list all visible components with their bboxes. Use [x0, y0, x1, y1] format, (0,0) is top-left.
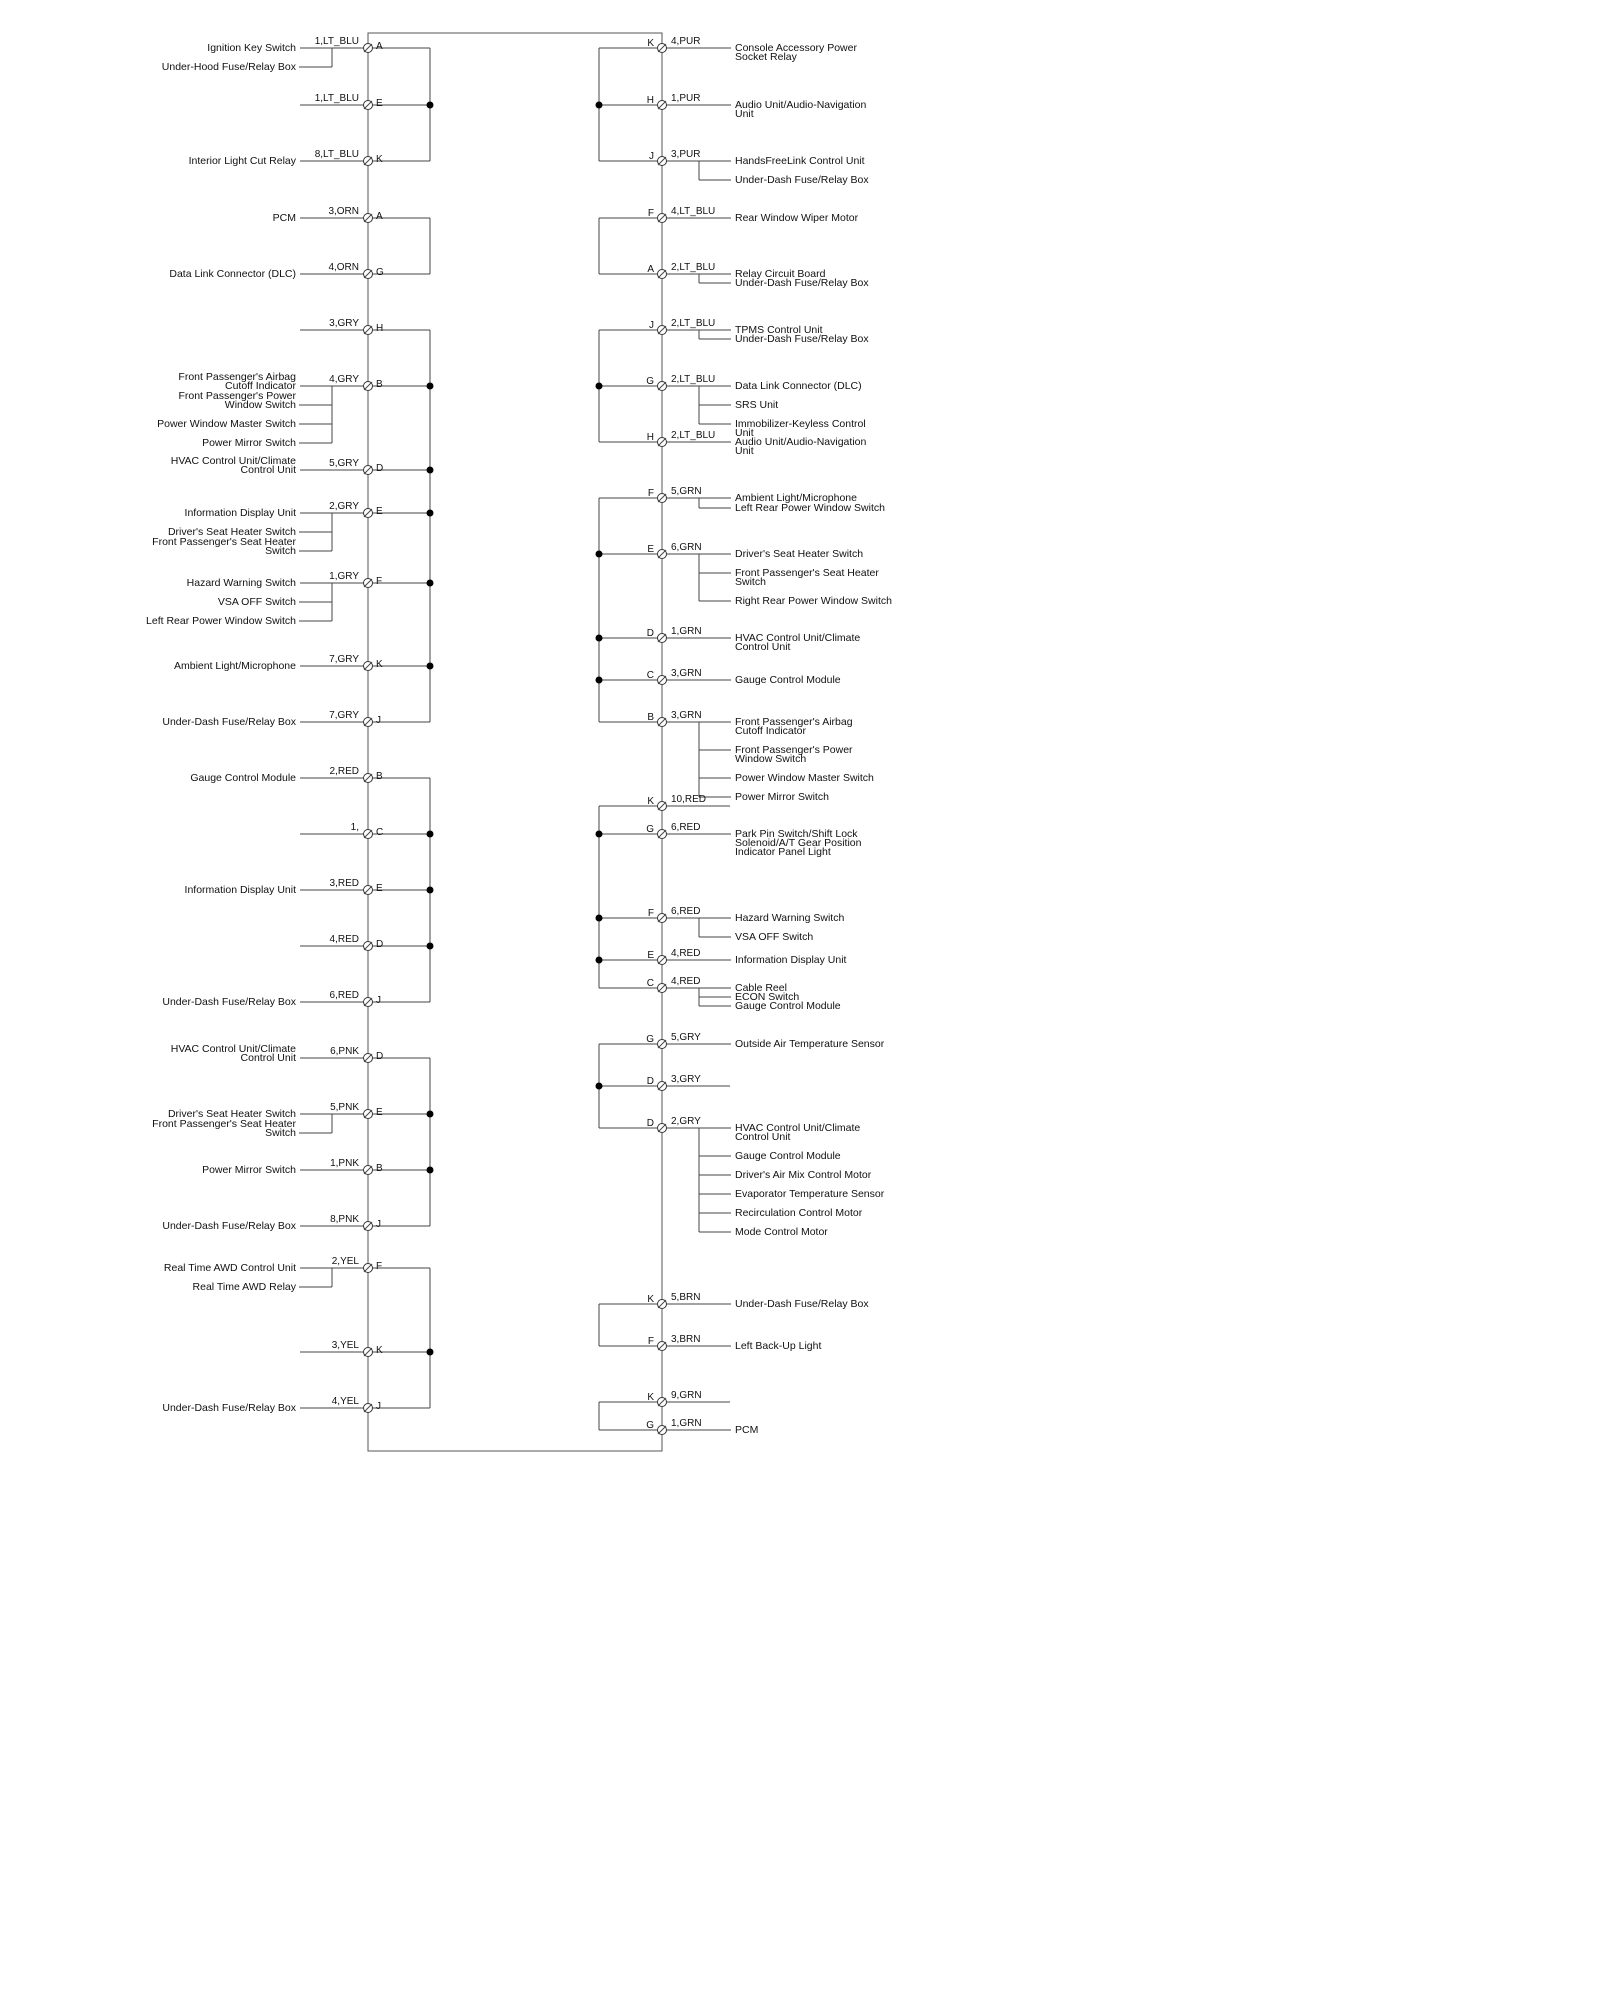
- device-label-line: Cutoff Indicator: [735, 725, 807, 737]
- wire-code: 9,GRN: [671, 1390, 702, 1401]
- device-label-line: Real Time AWD Control Unit: [163, 1262, 296, 1274]
- pin-letter: J: [376, 715, 381, 726]
- device-label-line: PCM: [735, 1424, 759, 1436]
- pin-letter: F: [376, 576, 383, 587]
- wire-code: 3,RED: [329, 878, 359, 889]
- device-label-line: Under-Dash Fuse/Relay Box: [162, 1220, 296, 1232]
- wire-code: 1,PUR: [671, 93, 701, 104]
- device-label-line: Window Switch: [735, 753, 807, 765]
- device-label: [735, 1150, 841, 1162]
- wire-code: 1,: [350, 822, 359, 833]
- wire-code: 3,GRY: [671, 1074, 701, 1085]
- device-label: [735, 155, 865, 167]
- pin-letter: D: [376, 463, 384, 474]
- wire-code: 4,GRY: [329, 374, 359, 385]
- device-label-line: Rear Window Wiper Motor: [735, 212, 859, 224]
- right-group: [599, 206, 869, 289]
- device-label-line: Left Back-Up Light: [735, 1340, 822, 1352]
- wire-code: 10,RED: [671, 794, 707, 805]
- wire-code: 6,RED: [329, 990, 359, 1001]
- device-label-line: Under-Dash Fuse/Relay Box: [162, 716, 296, 728]
- pin-letter: H: [646, 95, 654, 106]
- device-label: [735, 567, 879, 588]
- device-label: [735, 1169, 872, 1181]
- device-label-line: Socket Relay: [735, 51, 797, 63]
- device-label-line: Data Link Connector (DLC): [169, 268, 296, 280]
- device-label-line: Solenoid/A/T Gear Position: [735, 837, 862, 849]
- wire-code: 1,GRN: [671, 626, 702, 637]
- pin-letter: G: [646, 1034, 654, 1045]
- wire-code: 5,BRN: [671, 1292, 701, 1303]
- pin-letter: K: [376, 154, 383, 165]
- device-label: [735, 212, 859, 224]
- splice-dot: [427, 663, 434, 670]
- pin-letter: K: [376, 659, 383, 670]
- device-label: [273, 212, 296, 224]
- pin-letter: E: [376, 506, 383, 517]
- pin-letter: A: [376, 211, 383, 222]
- left-group: [169, 206, 430, 280]
- wire-code: 1,PNK: [330, 1158, 359, 1169]
- device-label: [735, 548, 863, 560]
- wire-code: 3,ORN: [328, 206, 359, 217]
- device-label: [202, 1164, 296, 1176]
- device-label-line: ECON Switch: [735, 991, 800, 1003]
- wire-code: 3,PUR: [671, 149, 701, 160]
- splice-dot: [427, 467, 434, 474]
- pin-letter: K: [376, 1345, 383, 1356]
- pin-letter: K: [647, 796, 654, 807]
- wire-code: 2,LT_BLU: [671, 262, 716, 273]
- device-label-line: Audio Unit/Audio-Navigation: [735, 436, 867, 448]
- device-label-line: HVAC Control Unit/Climate: [170, 1043, 296, 1055]
- wire-code: 2,LT_BLU: [671, 430, 716, 441]
- wire-code: 6,RED: [671, 822, 701, 833]
- wire-code: 3,YEL: [331, 1340, 359, 1351]
- device-label-line: Window Switch: [224, 399, 296, 411]
- device-label-line: Power Mirror Switch: [735, 791, 829, 803]
- pin-letter: D: [376, 939, 384, 950]
- device-label-line: Power Window Master Switch: [157, 418, 296, 430]
- pin-letter: D: [646, 1076, 654, 1087]
- left-side-circuits: [146, 36, 433, 1414]
- right-group: [596, 318, 870, 457]
- wire-code: 1,LT_BLU: [314, 36, 359, 47]
- pin-letter: E: [376, 98, 383, 109]
- connector-frame: [368, 33, 662, 1451]
- right-group: [596, 794, 862, 1012]
- pin-letter: B: [376, 771, 383, 782]
- device-label: [735, 1000, 841, 1012]
- pin-letter: G: [646, 1420, 654, 1431]
- device-label-line: Driver's Seat Heater Switch: [735, 548, 864, 560]
- device-label: [735, 772, 874, 784]
- wire-code: 3,BRN: [671, 1334, 701, 1345]
- pin-letter: D: [376, 1051, 384, 1062]
- device-label-line: Audio Unit/Audio-Navigation: [735, 99, 867, 111]
- device-label-line: HVAC Control Unit/Climate: [735, 1122, 861, 1134]
- pin-letter: F: [647, 908, 654, 919]
- device-label: [735, 791, 829, 803]
- device-label-line: SRS Unit: [735, 399, 779, 411]
- device-label-line: Park Pin Switch/Shift Lock: [735, 828, 858, 840]
- device-label: [174, 660, 296, 672]
- device-label: [171, 455, 296, 476]
- device-label-line: Information Display Unit: [184, 507, 296, 519]
- wire-code: 4,ORN: [328, 262, 359, 273]
- pin-letter: J: [376, 1219, 381, 1230]
- pin-letter: C: [646, 978, 654, 989]
- splice-dot: [427, 1111, 434, 1118]
- splice-dot: [427, 383, 434, 390]
- wire-code: 3,GRN: [671, 710, 702, 721]
- wire-code: 8,PNK: [330, 1214, 359, 1225]
- device-label: [735, 954, 847, 966]
- device-label-line: Under-Dash Fuse/Relay Box: [735, 333, 869, 345]
- wire-code: 7,GRY: [329, 654, 359, 665]
- device-label-line: Switch: [265, 545, 296, 557]
- device-label: [735, 1298, 869, 1310]
- device-label-line: Information Display Unit: [184, 884, 296, 896]
- splice-dot: [427, 580, 434, 587]
- wire-code: 5,GRY: [671, 1032, 701, 1043]
- device-label: [202, 437, 296, 449]
- wire-code: 5,PNK: [330, 1102, 359, 1113]
- pin-letter: F: [376, 1261, 383, 1272]
- device-label-line: TPMS Control Unit: [735, 324, 823, 336]
- pin-letter: F: [647, 1336, 654, 1347]
- device-label-line: HandsFreeLink Control Unit: [735, 155, 865, 167]
- device-label-line: Recirculation Control Motor: [735, 1207, 863, 1219]
- right-group: [596, 1032, 885, 1238]
- wire-code: 2,GRY: [329, 501, 359, 512]
- device-label-line: Under-Dash Fuse/Relay Box: [162, 996, 296, 1008]
- pin-letter: A: [647, 264, 654, 275]
- wire-code: 5,GRN: [671, 486, 702, 497]
- device-label: [735, 1122, 860, 1143]
- device-label-line: Outside Air Temperature Sensor: [735, 1038, 885, 1050]
- device-label: [162, 716, 296, 728]
- splice-dot: [427, 831, 434, 838]
- splice-dot: [596, 635, 603, 642]
- device-label-line: Right Rear Power Window Switch: [735, 595, 892, 607]
- device-label: [157, 418, 296, 430]
- pin-letter: A: [376, 41, 383, 52]
- wire-code: 1,GRN: [671, 1418, 702, 1429]
- device-label-line: Mode Control Motor: [735, 1226, 828, 1238]
- device-label-line: Gauge Control Module: [735, 674, 841, 686]
- device-label-line: Hazard Warning Switch: [735, 912, 845, 924]
- splice-dot: [427, 943, 434, 950]
- right-group: [596, 36, 870, 186]
- wire-code: 6,PNK: [330, 1046, 359, 1057]
- device-label: [735, 380, 862, 392]
- pin-letter: H: [376, 323, 384, 334]
- pin-letter: C: [646, 670, 654, 681]
- device-label-line: Power Mirror Switch: [202, 437, 296, 449]
- device-label-line: Under-Dash Fuse/Relay Box: [735, 277, 869, 289]
- right-side-circuits: [596, 36, 893, 1436]
- device-label-line: Front Passenger's Power: [735, 744, 853, 756]
- device-label: [178, 390, 296, 411]
- device-label: [735, 277, 869, 289]
- device-label-line: Under-Dash Fuse/Relay Box: [735, 1298, 869, 1310]
- splice-dot: [596, 957, 603, 964]
- pin-letter: C: [376, 827, 384, 838]
- device-label: [189, 155, 297, 167]
- device-label: [735, 399, 778, 411]
- device-label: [735, 1424, 758, 1436]
- wire-code: 2,LT_BLU: [671, 318, 716, 329]
- wire-code: 1,GRY: [329, 571, 359, 582]
- device-label: [193, 1281, 297, 1293]
- device-label: [735, 716, 853, 737]
- device-label: [207, 42, 296, 54]
- device-label-line: Switch: [735, 576, 766, 588]
- device-label: [735, 1226, 828, 1238]
- device-label: [218, 596, 296, 608]
- pin-letter: E: [647, 950, 654, 961]
- device-label-line: Ignition Key Switch: [207, 42, 296, 54]
- splice-dot: [427, 1167, 434, 1174]
- wire-code: 6,GRN: [671, 542, 702, 553]
- wire-code: 7,GRY: [329, 710, 359, 721]
- device-label: [169, 268, 296, 280]
- device-label-line: Front Passenger's Seat Heater: [735, 567, 879, 579]
- device-label: [187, 577, 296, 589]
- device-label-line: Control Unit: [240, 464, 296, 476]
- splice-dot: [596, 102, 603, 109]
- device-label-line: Under-Hood Fuse/Relay Box: [161, 61, 296, 73]
- pin-letter: B: [376, 1163, 383, 1174]
- device-label: [146, 615, 296, 627]
- device-label-line: PCM: [272, 212, 296, 224]
- device-label: [162, 61, 297, 73]
- splice-dot: [427, 1349, 434, 1356]
- wire-code: 4,PUR: [671, 36, 701, 47]
- device-label: [178, 371, 296, 392]
- pin-letter: J: [376, 1401, 381, 1412]
- wire-code: 4,RED: [671, 976, 701, 987]
- pin-letter: K: [647, 1392, 654, 1403]
- splice-dot: [596, 677, 603, 684]
- device-label-line: Driver's Seat Heater Switch: [167, 1108, 296, 1120]
- device-label: [735, 828, 862, 858]
- left-group: [162, 1256, 433, 1414]
- device-label-line: Immobilizer-Keyless Control: [735, 418, 866, 430]
- pin-letter: B: [376, 379, 383, 390]
- device-label-line: Front Passenger's Airbag: [735, 716, 853, 728]
- device-label-line: HVAC Control Unit/Climate: [735, 632, 861, 644]
- pin-letter: B: [647, 712, 654, 723]
- device-label: [185, 507, 297, 519]
- device-label: [162, 996, 296, 1008]
- device-label-line: Under-Dash Fuse/Relay Box: [162, 1402, 296, 1414]
- device-label-line: Front Passenger's Seat Heater: [152, 1118, 296, 1130]
- device-label-line: Ambient Light/Microphone: [735, 492, 857, 504]
- wire-code: 4,RED: [329, 934, 359, 945]
- device-label: [735, 744, 853, 765]
- device-label-line: HVAC Control Unit/Climate: [170, 455, 296, 467]
- device-label-line: Unit: [735, 427, 754, 439]
- device-label-line: Cutoff Indicator: [224, 380, 296, 392]
- wire-code: 3,GRN: [671, 668, 702, 679]
- right-group: [596, 486, 893, 803]
- pin-letter: G: [646, 824, 654, 835]
- device-label-line: Left Rear Power Window Switch: [735, 502, 885, 514]
- device-label-line: Unit: [735, 108, 754, 120]
- device-label: [162, 1220, 296, 1232]
- device-label-line: Cable Reel: [735, 982, 787, 994]
- pin-letter: K: [647, 38, 654, 49]
- pin-letter: E: [376, 1107, 383, 1118]
- pin-letter: E: [647, 544, 654, 555]
- device-label-line: VSA OFF Switch: [217, 596, 296, 608]
- pin-letter: J: [649, 320, 654, 331]
- left-group: [146, 318, 433, 728]
- device-label: [735, 99, 866, 120]
- device-label: [735, 42, 857, 63]
- right-group: [599, 1390, 758, 1436]
- wire-code: 8,LT_BLU: [314, 149, 359, 160]
- wire-code: 3,GRY: [329, 318, 359, 329]
- wire-code: 4,YEL: [331, 1396, 359, 1407]
- device-label: [171, 1043, 296, 1064]
- left-group: [162, 766, 433, 1008]
- device-label-line: Console Accessory Power: [735, 42, 857, 54]
- splice-dot: [596, 831, 603, 838]
- device-label-line: Switch: [265, 1127, 296, 1139]
- device-label-line: Front Passenger's Airbag: [178, 371, 296, 383]
- pin-letter: G: [646, 376, 654, 387]
- pin-letter: D: [646, 628, 654, 639]
- pin-letter: J: [376, 995, 381, 1006]
- wire-code: 4,LT_BLU: [671, 206, 716, 217]
- device-label-line: Power Window Master Switch: [735, 772, 874, 784]
- right-group: [599, 1292, 869, 1352]
- device-label: [164, 1262, 296, 1274]
- device-label-line: Front Passenger's Seat Heater: [152, 536, 296, 548]
- left-group: [152, 1043, 433, 1232]
- pin-letter: H: [646, 432, 654, 443]
- device-label: [735, 436, 866, 457]
- splice-dot: [596, 1083, 603, 1090]
- device-label: [735, 674, 841, 686]
- device-label: [735, 1038, 885, 1050]
- device-label: [735, 1207, 863, 1219]
- pin-letter: G: [376, 267, 384, 278]
- wire-code: 2,GRY: [671, 1116, 701, 1127]
- wire-code: 6,RED: [671, 906, 701, 917]
- device-label: [735, 333, 869, 345]
- device-label-line: Evaporator Temperature Sensor: [735, 1188, 885, 1200]
- device-label-line: Data Link Connector (DLC): [735, 380, 862, 392]
- device-label-line: Control Unit: [240, 1052, 296, 1064]
- device-label: [735, 174, 869, 186]
- device-label: [735, 931, 813, 943]
- device-label-line: Driver's Seat Heater Switch: [167, 526, 296, 538]
- device-label-line: Hazard Warning Switch: [186, 577, 296, 589]
- device-label-line: Front Passenger's Power: [178, 390, 296, 402]
- device-label-line: Driver's Air Mix Control Motor: [735, 1169, 872, 1181]
- device-label: [735, 632, 860, 653]
- device-label: [152, 1118, 296, 1139]
- device-label: [735, 1188, 885, 1200]
- splice-dot: [596, 551, 603, 558]
- device-label-line: Under-Dash Fuse/Relay Box: [735, 174, 869, 186]
- device-label: [735, 1340, 821, 1352]
- device-label-line: Real Time AWD Relay: [192, 1281, 296, 1293]
- device-label: [735, 502, 885, 514]
- pin-letter: E: [376, 883, 383, 894]
- pin-letter: J: [649, 151, 654, 162]
- device-label: [735, 912, 844, 924]
- left-group: [162, 36, 434, 167]
- device-label-line: Information Display Unit: [735, 954, 847, 966]
- pin-letter: F: [647, 208, 654, 219]
- device-label-line: VSA OFF Switch: [735, 931, 814, 943]
- pin-letter: F: [647, 488, 654, 499]
- device-label-line: Control Unit: [735, 1131, 791, 1143]
- device-label-line: Control Unit: [735, 641, 791, 653]
- device-label: [190, 772, 296, 784]
- splice-dot: [427, 887, 434, 894]
- device-label-line: Interior Light Cut Relay: [188, 155, 296, 167]
- wire-code: 1,LT_BLU: [314, 93, 359, 104]
- splice-dot: [596, 915, 603, 922]
- pin-letter: K: [647, 1294, 654, 1305]
- splice-dot: [596, 383, 603, 390]
- splice-dot: [427, 510, 434, 517]
- pin-letter: D: [646, 1118, 654, 1129]
- device-label: [152, 536, 296, 557]
- device-label-line: Unit: [735, 445, 754, 457]
- device-label-line: Gauge Control Module: [190, 772, 296, 784]
- device-label-line: Indicator Panel Light: [735, 846, 831, 858]
- device-label-line: Gauge Control Module: [735, 1150, 841, 1162]
- device-label: [735, 595, 892, 607]
- device-label-line: Gauge Control Module: [735, 1000, 841, 1012]
- device-label-line: Relay Circuit Board: [735, 268, 826, 280]
- device-label-line: Ambient Light/Microphone: [174, 660, 296, 672]
- wire-code: 2,RED: [329, 766, 359, 777]
- device-label-line: Left Rear Power Window Switch: [146, 615, 296, 627]
- wire-code: 5,GRY: [329, 458, 359, 469]
- device-label: [162, 1402, 296, 1414]
- device-label-line: Power Mirror Switch: [202, 1164, 296, 1176]
- wire-code: 2,LT_BLU: [671, 374, 716, 385]
- wire-code: 4,RED: [671, 948, 701, 959]
- device-label: [185, 884, 297, 896]
- wire-code: 2,YEL: [331, 1256, 359, 1267]
- splice-dot: [427, 102, 434, 109]
